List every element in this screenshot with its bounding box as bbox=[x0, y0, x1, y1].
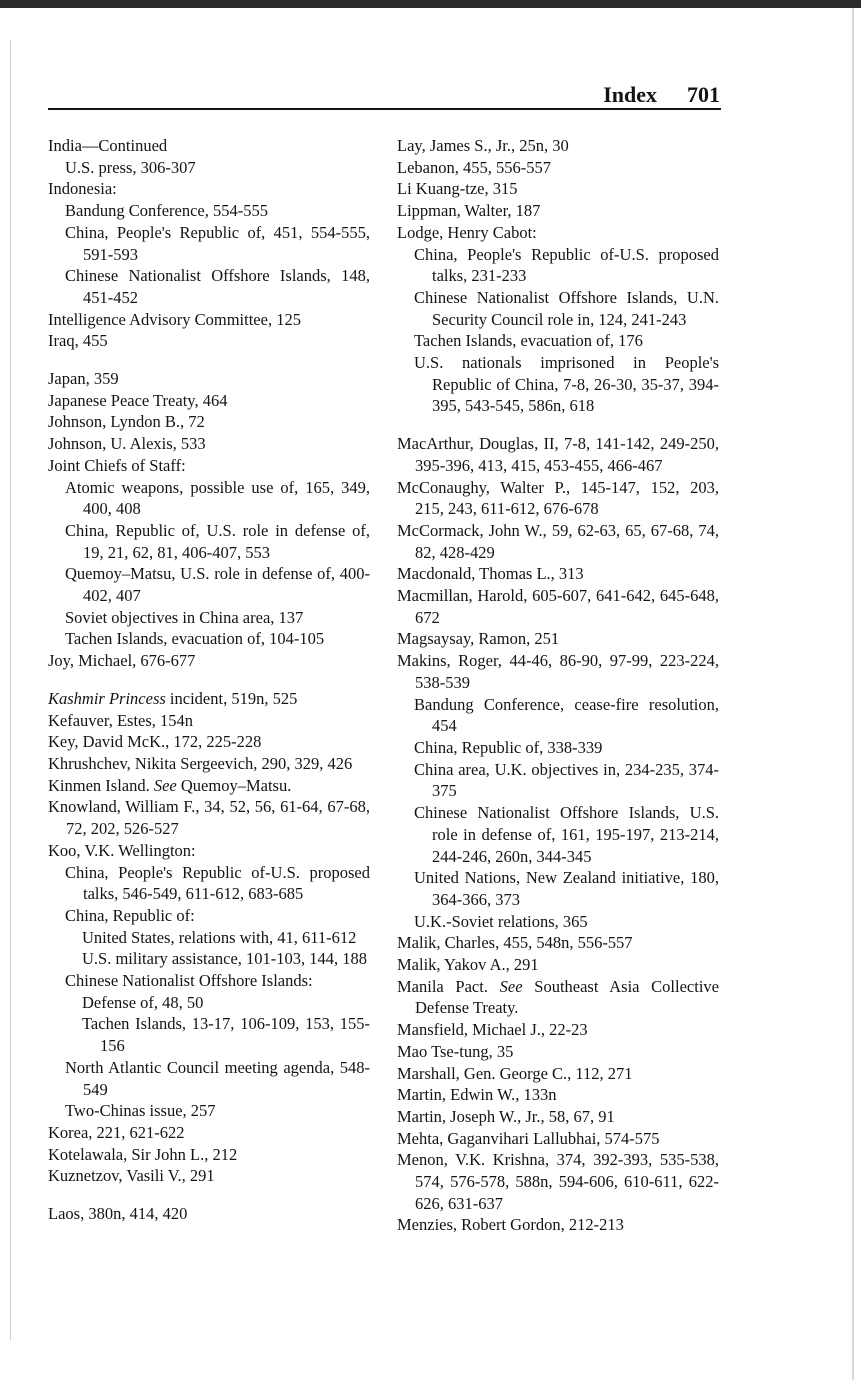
running-header bbox=[48, 82, 720, 108]
entry-text: Joy, Michael, 676-677 bbox=[48, 651, 196, 671]
index-entry bbox=[48, 135, 370, 157]
index-subentry bbox=[48, 1057, 370, 1100]
index-entry bbox=[48, 309, 370, 331]
entry-text: Chinese Nationalist Offshore Islands, U.N. Security Council role in, 124, 241-243 bbox=[414, 287, 719, 329]
see-reference: See bbox=[153, 775, 177, 795]
entry-text: MacArthur, Douglas, II, 7-8, 141-142, 249-250, 395-396, 413, 415, 453-455, 466-467 bbox=[397, 434, 719, 475]
entry-text: Menzies, Robert Gordon, 212-213 bbox=[397, 1215, 624, 1235]
index-subentry bbox=[48, 607, 370, 629]
entry-text: Kotelawala, Sir John L., 212 bbox=[48, 1144, 238, 1164]
entry-text: Lippman, Walter, 187 bbox=[397, 201, 541, 221]
entry-text: Kuznetzov, Vasili V., 291 bbox=[48, 1166, 215, 1186]
index-entry bbox=[48, 411, 370, 433]
entry-text: Mansfield, Michael J., 22-23 bbox=[397, 1020, 588, 1040]
entry-text: Bandung Conference, cease-fire resolution, 454 bbox=[414, 694, 719, 736]
entry-text: Joint Chiefs of Staff: bbox=[48, 455, 186, 475]
index-subentry bbox=[397, 694, 719, 737]
entry-text: Korea, 221, 621-622 bbox=[48, 1122, 185, 1142]
index-entry bbox=[397, 976, 719, 1019]
index-subentry bbox=[48, 477, 370, 520]
entry-text: Chinese Nationalist Offshore Islands, 148, 451-452 bbox=[65, 266, 370, 307]
entry-text: Magsaysay, Ramon, 251 bbox=[397, 629, 560, 649]
entry-text: Li Kuang-tze, 315 bbox=[397, 179, 518, 199]
entry-text: China, People's Republic of, 451, 554-555, 591-593 bbox=[65, 222, 370, 264]
see-target: Quemoy–Matsu. bbox=[176, 775, 292, 795]
entry-text: Martin, Joseph W., Jr., 58, 67, 91 bbox=[397, 1106, 615, 1126]
index-entry bbox=[48, 455, 370, 477]
entry-text: China, Republic of, U.S. role in defense of, 19, 21, 62, 81, 406-407, 553 bbox=[65, 520, 370, 562]
entry-text: U.S. press, 306-307 bbox=[65, 157, 196, 177]
entry-text: Lodge, Henry Cabot: bbox=[397, 222, 537, 242]
index-entry bbox=[397, 520, 719, 563]
index-subentry bbox=[48, 265, 370, 308]
entry-text: Knowland, William F., 34, 52, 56, 61-64, 67-68, 72, 202, 526-527 bbox=[48, 797, 370, 839]
entry-text: Malik, Yakov A., 291 bbox=[397, 955, 539, 975]
index-entry bbox=[48, 688, 370, 710]
index-entry bbox=[397, 954, 719, 976]
entry-text: India—Continued bbox=[48, 136, 168, 155]
index-subentry bbox=[48, 563, 370, 606]
entry-italic-term: Kashmir Princess bbox=[48, 688, 166, 708]
entry-text: Mao Tse-tung, 35 bbox=[397, 1041, 514, 1061]
entry-text: Tachen Islands, evacuation of, 104-105 bbox=[65, 629, 325, 649]
entry-text: McConaughy, Walter P., 145-147, 152, 203, 215, 243, 611-612, 676-678 bbox=[397, 477, 719, 519]
entry-text: Tachen Islands, evacuation of, 176 bbox=[414, 331, 643, 351]
index-entry bbox=[397, 650, 719, 693]
entry-text: Martin, Edwin W., 133n bbox=[397, 1085, 557, 1105]
index-subentry bbox=[48, 948, 370, 970]
index-subentry bbox=[48, 222, 370, 265]
index-entry bbox=[48, 1144, 370, 1166]
entry-text: China, Republic of, 338-339 bbox=[414, 737, 603, 757]
entry-text: Japan, 359 bbox=[48, 369, 119, 389]
entry-spacer bbox=[48, 1187, 370, 1203]
index-entry bbox=[48, 1165, 370, 1187]
entry-text: Kefauver, Estes, 154n bbox=[48, 710, 194, 730]
index-entry bbox=[48, 1122, 370, 1144]
entry-text: Macdonald, Thomas L., 313 bbox=[397, 564, 584, 584]
entry-text: Chinese Nationalist Offshore Islands: bbox=[65, 971, 313, 991]
index-entry bbox=[48, 840, 370, 862]
entry-text: Macmillan, Harold, 605-607, 641-642, 645-648, 672 bbox=[397, 586, 719, 627]
entry-text: China, Republic of: bbox=[65, 905, 195, 925]
index-entry bbox=[48, 178, 370, 200]
index-entry bbox=[397, 222, 719, 244]
header-title: Index bbox=[603, 82, 657, 107]
entry-text: McCormack, John W., 59, 62-63, 65, 67-68, 74, 82, 428-429 bbox=[397, 520, 719, 562]
index-subentry bbox=[397, 802, 719, 867]
index-entry bbox=[48, 1203, 370, 1225]
scan-top-edge bbox=[0, 0, 861, 8]
entry-text: incident, 519n, 525 bbox=[165, 688, 298, 708]
index-entry bbox=[48, 796, 370, 839]
index-subentry bbox=[48, 992, 370, 1014]
entry-text: Khrushchev, Nikita Sergeevich, 290, 329, 426 bbox=[48, 753, 353, 773]
index-entry bbox=[48, 710, 370, 732]
index-entry bbox=[397, 1149, 719, 1214]
entry-text: Bandung Conference, 554-555 bbox=[65, 201, 268, 221]
index-entry bbox=[397, 1084, 719, 1106]
entry-text: U.S. military assistance, 101-103, 144, 188 bbox=[82, 949, 368, 969]
index-subentry bbox=[48, 862, 370, 905]
entry-text: China, People's Republic of-U.S. proposed talks, 231-233 bbox=[414, 244, 719, 286]
index-entry bbox=[397, 628, 719, 650]
index-entry bbox=[397, 1214, 719, 1236]
index-entry bbox=[48, 390, 370, 412]
index-entry bbox=[48, 650, 370, 672]
entry-text: North Atlantic Council meeting agenda, 548-549 bbox=[65, 1057, 370, 1099]
index-entry bbox=[397, 135, 719, 157]
entry-spacer bbox=[397, 417, 719, 433]
index-subentry bbox=[397, 287, 719, 330]
index-entry bbox=[48, 775, 370, 797]
entry-text: Kinmen Island. bbox=[48, 775, 154, 795]
entry-text: U.S. nationals imprisoned in People's Republic of China, 7-8, 26-30, 35-37, 394-395, 543-545, 586n, 618 bbox=[414, 353, 719, 416]
entry-text: Soviet objectives in China area, 137 bbox=[65, 607, 304, 627]
entry-text: United Nations, New Zealand initiative, 180, 364-366, 373 bbox=[414, 868, 719, 909]
entry-text: Indonesia: bbox=[48, 179, 117, 199]
index-entry bbox=[48, 330, 370, 352]
index-subentry bbox=[48, 927, 370, 949]
index-entry bbox=[48, 753, 370, 775]
index-subentry bbox=[397, 759, 719, 802]
index-entry bbox=[397, 1106, 719, 1128]
index-entry bbox=[48, 731, 370, 753]
index-subentry bbox=[397, 330, 719, 352]
entry-text: U.K.-Soviet relations, 365 bbox=[414, 911, 588, 931]
index-subentry bbox=[48, 1100, 370, 1122]
index-entry bbox=[397, 563, 719, 585]
entry-spacer bbox=[48, 672, 370, 688]
index-entry bbox=[397, 477, 719, 520]
see-target: Southeast Asia Collective Defense Treaty. bbox=[415, 976, 719, 1018]
index-subentry bbox=[397, 867, 719, 910]
index-entry bbox=[397, 932, 719, 954]
index-entry bbox=[397, 1019, 719, 1041]
index-subentry bbox=[48, 1013, 370, 1056]
entry-text: Japanese Peace Treaty, 464 bbox=[48, 390, 228, 410]
index-entry bbox=[397, 585, 719, 628]
index-column-left bbox=[48, 135, 370, 1225]
entry-text: Marshall, Gen. George C., 112, 271 bbox=[397, 1063, 633, 1083]
index-entry bbox=[397, 433, 719, 476]
index-subentry bbox=[48, 628, 370, 650]
entry-text: Iraq, 455 bbox=[48, 331, 108, 351]
entry-text: China area, U.K. objectives in, 234-235, 374-375 bbox=[414, 759, 719, 801]
entry-text: Quemoy–Matsu, U.S. role in defense of, 400-402, 407 bbox=[65, 564, 370, 606]
entry-text: Defense of, 48, 50 bbox=[82, 992, 204, 1012]
entry-text: Chinese Nationalist Offshore Islands, U.S. role in defense of, 161, 195-197, 213-214, 244-246, 260n, 344-345 bbox=[414, 803, 719, 866]
index-subentry bbox=[397, 352, 719, 417]
entry-text: Atomic weapons, possible use of, 165, 349, 400, 408 bbox=[65, 477, 370, 519]
index-entry bbox=[397, 1041, 719, 1063]
entry-text: Johnson, Lyndon B., 72 bbox=[48, 412, 205, 432]
index-column-right bbox=[397, 135, 719, 1236]
entry-text: Malik, Charles, 455, 548n, 556-557 bbox=[397, 933, 633, 953]
entry-text: Lay, James S., Jr., 25n, 30 bbox=[397, 136, 569, 155]
index-entry bbox=[397, 200, 719, 222]
entry-text: Two-Chinas issue, 257 bbox=[65, 1101, 216, 1121]
entry-text: Mehta, Gaganvihari Lallubhai, 574-575 bbox=[397, 1128, 660, 1148]
index-subentry bbox=[48, 520, 370, 563]
entry-text: United States, relations with, 41, 611-612 bbox=[82, 927, 357, 947]
entry-text: Key, David McK., 172, 225-228 bbox=[48, 732, 262, 752]
index-entry bbox=[48, 368, 370, 390]
scan-left-edge bbox=[10, 40, 11, 1340]
entry-text: Johnson, U. Alexis, 533 bbox=[48, 434, 206, 454]
entry-text: Tachen Islands, 13-17, 106-109, 153, 155-156 bbox=[82, 1014, 370, 1056]
index-entry bbox=[48, 433, 370, 455]
see-reference: See bbox=[499, 976, 523, 996]
index-subentry bbox=[48, 970, 370, 992]
entry-text: Manila Pact. bbox=[397, 976, 500, 996]
index-entry bbox=[397, 1063, 719, 1085]
index-entry bbox=[397, 157, 719, 179]
index-subentry bbox=[48, 157, 370, 179]
entry-spacer bbox=[48, 352, 370, 368]
index-entry bbox=[397, 178, 719, 200]
index-subentry bbox=[48, 905, 370, 927]
index-subentry bbox=[397, 244, 719, 287]
index-entry bbox=[397, 1128, 719, 1150]
page-number: 701 bbox=[687, 82, 720, 107]
entry-text: China, People's Republic of-U.S. proposed talks, 546-549, 611-612, 683-685 bbox=[65, 862, 370, 904]
index-subentry bbox=[397, 911, 719, 933]
header-rule bbox=[48, 108, 721, 110]
index-subentry bbox=[48, 200, 370, 222]
entry-text: Menon, V.K. Krishna, 374, 392-393, 535-538, 574, 576-578, 588n, 594-606, 610-611, 622-626, 631-637 bbox=[397, 1150, 719, 1213]
entry-text: Intelligence Advisory Committee, 125 bbox=[48, 309, 301, 329]
entry-text: Laos, 380n, 414, 420 bbox=[48, 1204, 188, 1224]
entry-text: Lebanon, 455, 556-557 bbox=[397, 157, 551, 177]
entry-text: Makins, Roger, 44-46, 86-90, 97-99, 223-224, 538-539 bbox=[397, 651, 719, 692]
entry-text: Koo, V.K. Wellington: bbox=[48, 840, 196, 860]
index-subentry bbox=[397, 737, 719, 759]
scan-right-edge bbox=[852, 8, 854, 1380]
